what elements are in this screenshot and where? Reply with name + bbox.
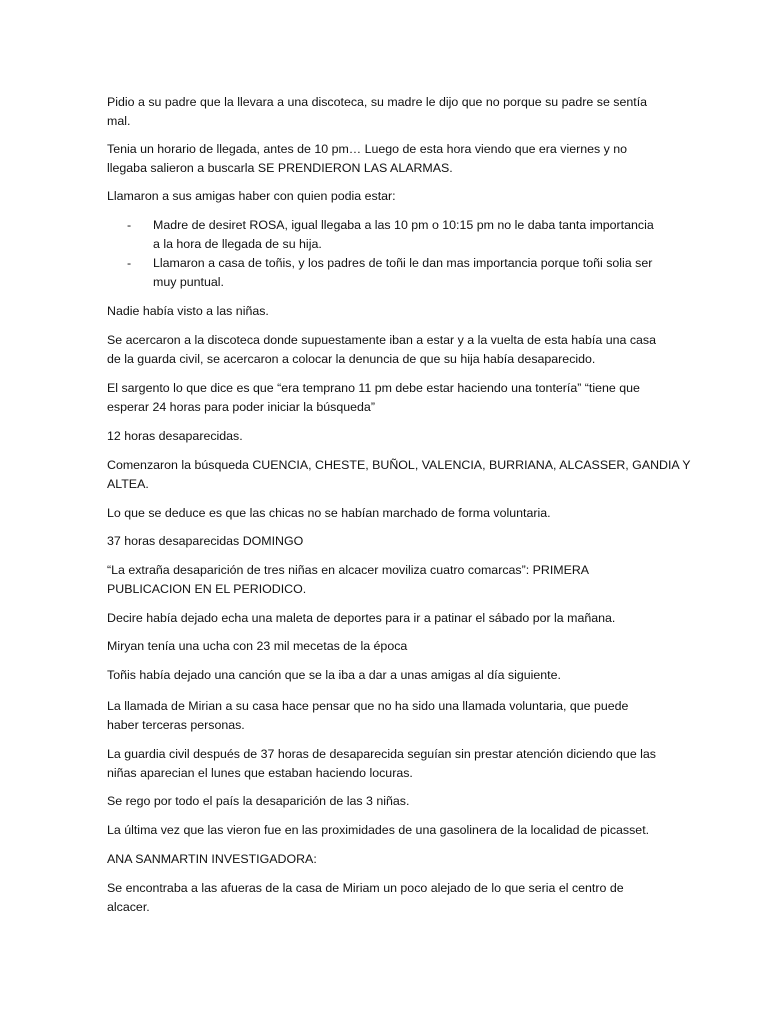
paragraph-line: haber terceras personas. (107, 718, 245, 732)
paragraph-line: Se encontraba a las afueras de la casa de Miriam un poco alejado de lo que seria el centro de (107, 881, 624, 895)
paragraph-line: Nadie había visto a las niñas. (107, 304, 269, 318)
paragraph-line: La guardia civil después de 37 horas de desaparecida seguían sin prestar atención diciendo que las (107, 747, 656, 761)
list-item-text: muy puntual. (153, 275, 224, 289)
paragraph-line: El sargento lo que dice es que “era temprano 11 pm debe estar haciendo una tontería” “tiene que (107, 381, 640, 395)
paragraph-line: Llamaron a sus amigas haber con quien podia estar: (107, 189, 396, 203)
paragraph-line: Pidio a su padre que la llevara a una discoteca, su madre le dijo que no porque su padre se sentía (107, 95, 648, 109)
paragraph-line: alcacer. (107, 900, 150, 914)
paragraph-line: Miryan tenía una ucha con 23 mil mecetas de la época (107, 639, 408, 653)
paragraph-line: ALTEA. (107, 477, 149, 491)
paragraph-line: Lo que se deduce es que las chicas no se habían marchado de forma voluntaria. (107, 506, 551, 520)
list-item-text: Llamaron a casa de toñis, y los padres de toñi le dan mas importancia porque toñi solia ser (153, 256, 653, 270)
paragraph-line: 37 horas desaparecidas DOMINGO (107, 534, 304, 548)
paragraph-line: Decire había dejado echa una maleta de deportes para ir a patinar el sábado por la mañana. (107, 611, 616, 625)
list-item-text: Madre de desiret ROSA, igual llegaba a las 10 pm o 10:15 pm no le daba tanta importancia (153, 218, 654, 232)
paragraph-line: niñas aparecian el lunes que estaban haciendo locuras. (107, 766, 413, 780)
list-item-text: a la hora de llegada de su hija. (153, 237, 322, 251)
paragraph-line: La última vez que las vieron fue en las proximidades de una gasolinera de la localidad de picasset. (107, 823, 650, 837)
paragraph-line: Comenzaron la búsqueda CUENCIA, CHESTE, BUÑOL, VALENCIA, BURRIANA, ALCASSER, GANDIA Y (107, 458, 691, 472)
paragraph-line: “La extraña desaparición de tres niñas en alcacer moviliza cuatro comarcas”: PRIMERA (107, 563, 590, 577)
paragraph-line: mal. (107, 114, 131, 128)
paragraph-line: PUBLICACION EN EL PERIODICO. (107, 582, 307, 596)
paragraph-line: Toñis había dejado una canción que se la iba a dar a unas amigas al día siguiente. (107, 668, 561, 682)
paragraph-line: de la guarda civil, se acercaron a colocar la denuncia de que su hija había desaparecido. (107, 352, 596, 366)
paragraph-line: 12 horas desaparecidas. (107, 429, 243, 443)
paragraph-line: esperar 24 horas para poder iniciar la búsqueda” (107, 400, 375, 414)
paragraph-line: Se acercaron a la discoteca donde supuestamente iban a estar y a la vuelta de esta había una casa (107, 333, 656, 347)
section-heading: ANA SANMARTIN INVESTIGADORA: (107, 852, 317, 866)
paragraph-line: Tenia un horario de llegada, antes de 10 pm… Luego de esta hora viendo que era viernes y no (107, 142, 628, 156)
bullet-dash: - (127, 218, 132, 232)
paragraph-line: Se rego por todo el país la desaparición de las 3 niñas. (107, 794, 410, 808)
bullet-dash: - (127, 256, 132, 270)
paragraph-line: La llamada de Mirian a su casa hace pensar que no ha sido una llamada voluntaria, que puede (107, 699, 629, 713)
paragraph-line: llegaba salieron a buscarla SE PRENDIERON LAS ALARMAS. (107, 161, 453, 175)
